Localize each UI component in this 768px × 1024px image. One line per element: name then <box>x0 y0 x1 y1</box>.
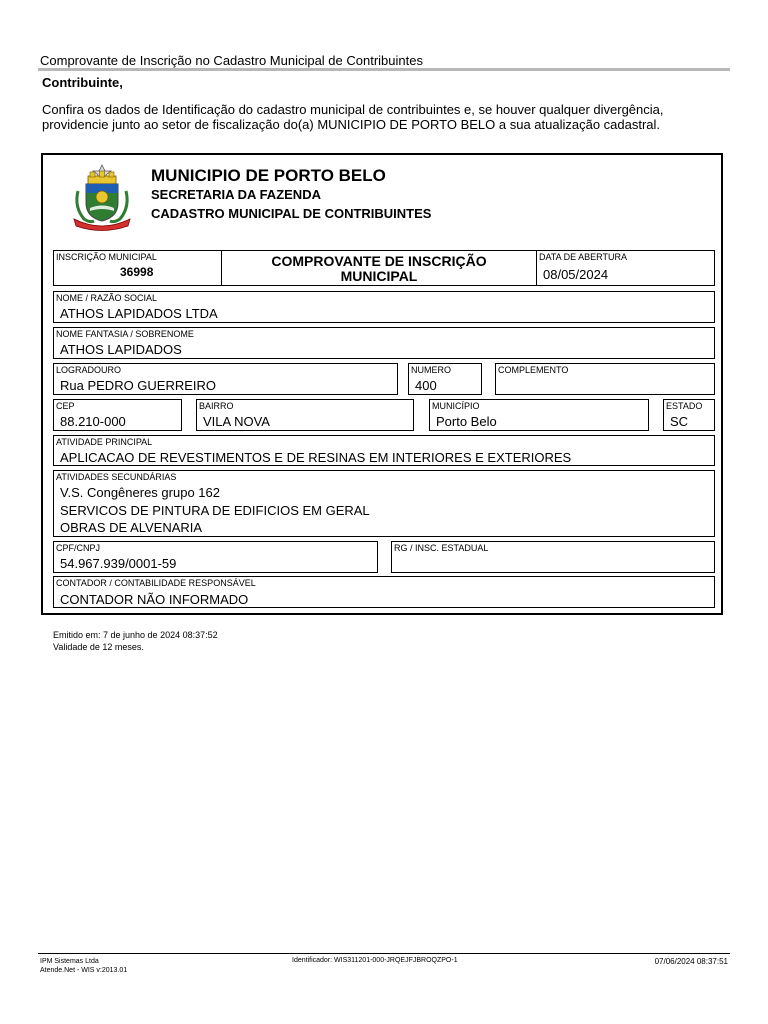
cpf-cnpj-value: 54.967.939/0001-59 <box>60 556 177 571</box>
cep-label: CEP <box>56 401 75 411</box>
atividade-principal-value: APLICACAO DE REVESTIMENTOS E DE RESINAS EM INTERIORES E EXTERIORES <box>60 450 572 465</box>
cpf-cnpj-label: CPF/CNPJ <box>56 543 101 553</box>
atividade-secundaria-item: SERVICOS DE PINTURA DE EDIFICIOS EM GERAL <box>60 502 370 518</box>
cep-field <box>53 399 182 431</box>
intro-text <box>42 102 732 132</box>
bairro-label: BAIRRO <box>199 401 234 411</box>
municipio-label: MUNICÍPIO <box>432 401 480 411</box>
razao-social-label: NOME / RAZÃO SOCIAL <box>56 293 158 303</box>
logradouro-label: LOGRADOURO <box>56 365 122 375</box>
numero-value: 400 <box>415 378 437 393</box>
bairro-field <box>196 399 414 431</box>
atividades-secundarias-field <box>53 470 715 537</box>
municipio-value: Porto Belo <box>436 414 497 429</box>
footer-divider <box>38 953 730 954</box>
contador-value: CONTADOR NÃO INFORMADO <box>60 592 249 607</box>
inscricao-value: 36998 <box>120 265 154 279</box>
org-department: SECRETARIA DA FAZENDA <box>151 187 321 202</box>
issued-date: Emitido em: 7 de junho de 2024 08:37:52 <box>53 630 218 640</box>
bairro-value: VILA NOVA <box>203 414 270 429</box>
document-title-box <box>221 250 537 286</box>
razao-social-value: ATHOS LAPIDADOS LTDA <box>60 306 218 321</box>
document-title <box>222 254 536 284</box>
nome-fantasia-label: NOME FANTASIA / SOBRENOME <box>56 329 194 339</box>
intro-line-2: providencie junto ao setor de fiscalização do(a) MUNICIPIO DE PORTO BELO a sua atualização cadastral. <box>42 117 661 132</box>
inscricao-field <box>53 250 222 286</box>
municipio-field <box>429 399 649 431</box>
complemento-label: COMPLEMENTO <box>498 365 569 375</box>
razao-social-field <box>53 291 715 323</box>
logradouro-value: Rua PEDRO GUERREIRO <box>60 378 217 393</box>
atividades-secundarias-list <box>60 484 370 537</box>
abertura-value: 08/05/2024 <box>543 267 609 282</box>
document-title-line-2: MUNICIPAL <box>340 268 418 284</box>
title-divider <box>38 68 730 71</box>
contador-label: CONTADOR / CONTABILIDADE RESPONSÁVEL <box>56 578 256 588</box>
estado-field <box>663 399 715 431</box>
rg-insc-estadual-label: RG / INSC. ESTADUAL <box>394 543 489 553</box>
footer-timestamp: 07/06/2024 08:37:51 <box>654 957 728 966</box>
contador-field <box>53 576 715 608</box>
atividades-secundarias-label: ATIVIDADES SECUNDÁRIAS <box>56 472 177 482</box>
org-registry: CADASTRO MUNICIPAL DE CONTRIBUINTES <box>151 206 432 221</box>
org-name: MUNICIPIO DE PORTO BELO <box>151 166 386 185</box>
document-title-line-1: COMPROVANTE DE INSCRIÇÃO <box>271 253 487 269</box>
rg-insc-estadual-field <box>391 541 715 573</box>
atividade-secundaria-item: V.S. Congêneres grupo 162 <box>60 485 220 500</box>
issued-info <box>53 629 218 653</box>
nome-fantasia-field <box>53 327 715 359</box>
logradouro-field <box>53 363 398 395</box>
abertura-label: DATA DE ABERTURA <box>539 252 628 262</box>
estado-label: ESTADO <box>666 401 703 411</box>
atividade-principal-label: ATIVIDADE PRINCIPAL <box>56 437 153 447</box>
atividade-secundaria-item: OBRAS DE ALVENARIA <box>60 520 203 535</box>
footer-company-name: IPM Sistemas Ltda <box>40 958 99 965</box>
cpf-cnpj-field <box>53 541 378 573</box>
abertura-field <box>536 250 715 286</box>
numero-field <box>408 363 482 395</box>
atividade-principal-field <box>53 435 715 466</box>
footer-version: Atende.Net - WIS v:2013.01 <box>40 967 128 974</box>
municipal-coat-of-arms-icon <box>70 163 134 231</box>
numero-label: NUMERO <box>411 365 451 375</box>
inscricao-label: INSCRIÇÃO MUNICIPAL <box>56 252 157 262</box>
nome-fantasia-value: ATHOS LAPIDADOS <box>60 342 182 357</box>
cep-value: 88.210-000 <box>60 414 126 429</box>
page-title: Comprovante de Inscrição no Cadastro Municipal de Contribuintes <box>40 53 423 68</box>
estado-value: SC <box>670 414 689 429</box>
intro-line-1: Confira os dados de Identificação do cadastro municipal de contribuintes e, se houver qualquer divergência, <box>42 102 664 117</box>
complemento-field <box>495 363 715 395</box>
footer-identifier: Identificador: WIS311201-000-JRQEJFJBROQZPO-1 <box>292 957 458 964</box>
validity-text: Validade de 12 meses. <box>53 642 144 652</box>
footer-company <box>40 957 127 975</box>
greeting: Contribuinte, <box>42 75 123 90</box>
